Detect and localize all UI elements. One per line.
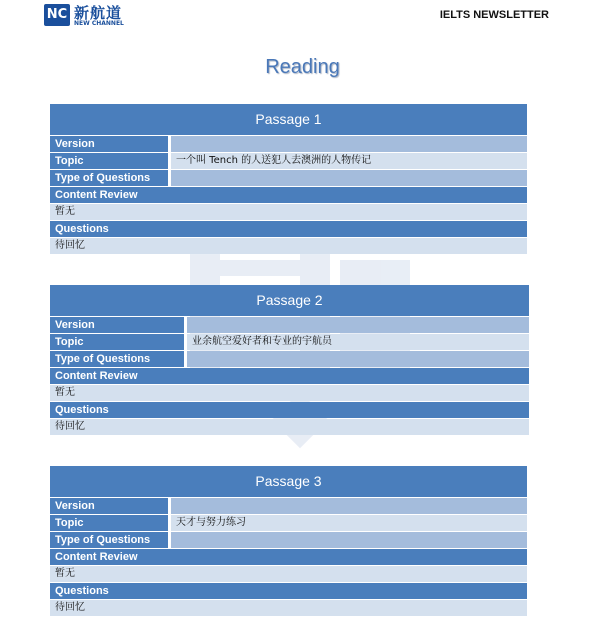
version-value bbox=[171, 498, 527, 514]
content-review-value: 暂无 bbox=[50, 566, 527, 582]
type-of-questions-label: Type of Questions bbox=[50, 170, 168, 186]
questions-value: 待回忆 bbox=[50, 238, 527, 254]
content-review-value: 暂无 bbox=[50, 385, 529, 401]
version-value bbox=[187, 317, 529, 333]
topic-row bbox=[50, 334, 529, 350]
type-of-questions-row bbox=[50, 532, 527, 548]
content-review-value: 暂无 bbox=[50, 204, 527, 220]
type-of-questions-row bbox=[50, 351, 529, 367]
questions-value: 待回忆 bbox=[50, 419, 529, 435]
logo-mark: NC bbox=[44, 4, 70, 26]
type-of-questions-label: Type of Questions bbox=[50, 532, 168, 548]
topic-value: 业余航空爱好者和专业的宇航员 bbox=[187, 334, 529, 350]
type-of-questions-value bbox=[171, 170, 527, 186]
topic-label: Topic bbox=[50, 153, 168, 169]
logo-chinese-name: 新航道 bbox=[74, 4, 123, 22]
type-of-questions-row bbox=[50, 170, 527, 186]
questions-label: Questions bbox=[50, 583, 527, 599]
version-row bbox=[50, 498, 527, 514]
topic-row bbox=[50, 153, 527, 169]
version-label: Version bbox=[50, 136, 168, 152]
version-label: Version bbox=[50, 498, 168, 514]
questions-value: 待回忆 bbox=[50, 600, 527, 616]
type-of-questions-value bbox=[187, 351, 529, 367]
passage-2-header: Passage 2 bbox=[50, 285, 529, 316]
topic-value: 一个叫 Tench 的人送犯人去澳洲的人物传记 bbox=[171, 153, 527, 169]
version-row bbox=[50, 136, 527, 152]
questions-label: Questions bbox=[50, 402, 529, 418]
newsletter-title: IELTS NEWSLETTER bbox=[439, 9, 549, 21]
brand-logo bbox=[44, 4, 154, 30]
topic-label: Topic bbox=[50, 515, 168, 531]
passage-3-header: Passage 3 bbox=[50, 466, 527, 497]
logo-english-name: NEW CHANNEL bbox=[74, 20, 124, 27]
content-review-label: Content Review bbox=[50, 549, 527, 565]
version-label: Version bbox=[50, 317, 184, 333]
type-of-questions-label: Type of Questions bbox=[50, 351, 184, 367]
topic-value: 天才与努力练习 bbox=[171, 515, 527, 531]
questions-label: Questions bbox=[50, 221, 527, 237]
version-row bbox=[50, 317, 529, 333]
type-of-questions-value bbox=[171, 532, 527, 548]
version-value bbox=[171, 136, 527, 152]
content-review-label: Content Review bbox=[50, 368, 529, 384]
topic-label: Topic bbox=[50, 334, 184, 350]
passage-2-table bbox=[50, 285, 529, 435]
passage-3-table bbox=[50, 466, 527, 616]
topic-row bbox=[50, 515, 527, 531]
passage-1-table bbox=[50, 104, 527, 254]
passage-1-header: Passage 1 bbox=[50, 104, 527, 135]
page-title: Reading bbox=[265, 56, 340, 78]
content-review-label: Content Review bbox=[50, 187, 527, 203]
